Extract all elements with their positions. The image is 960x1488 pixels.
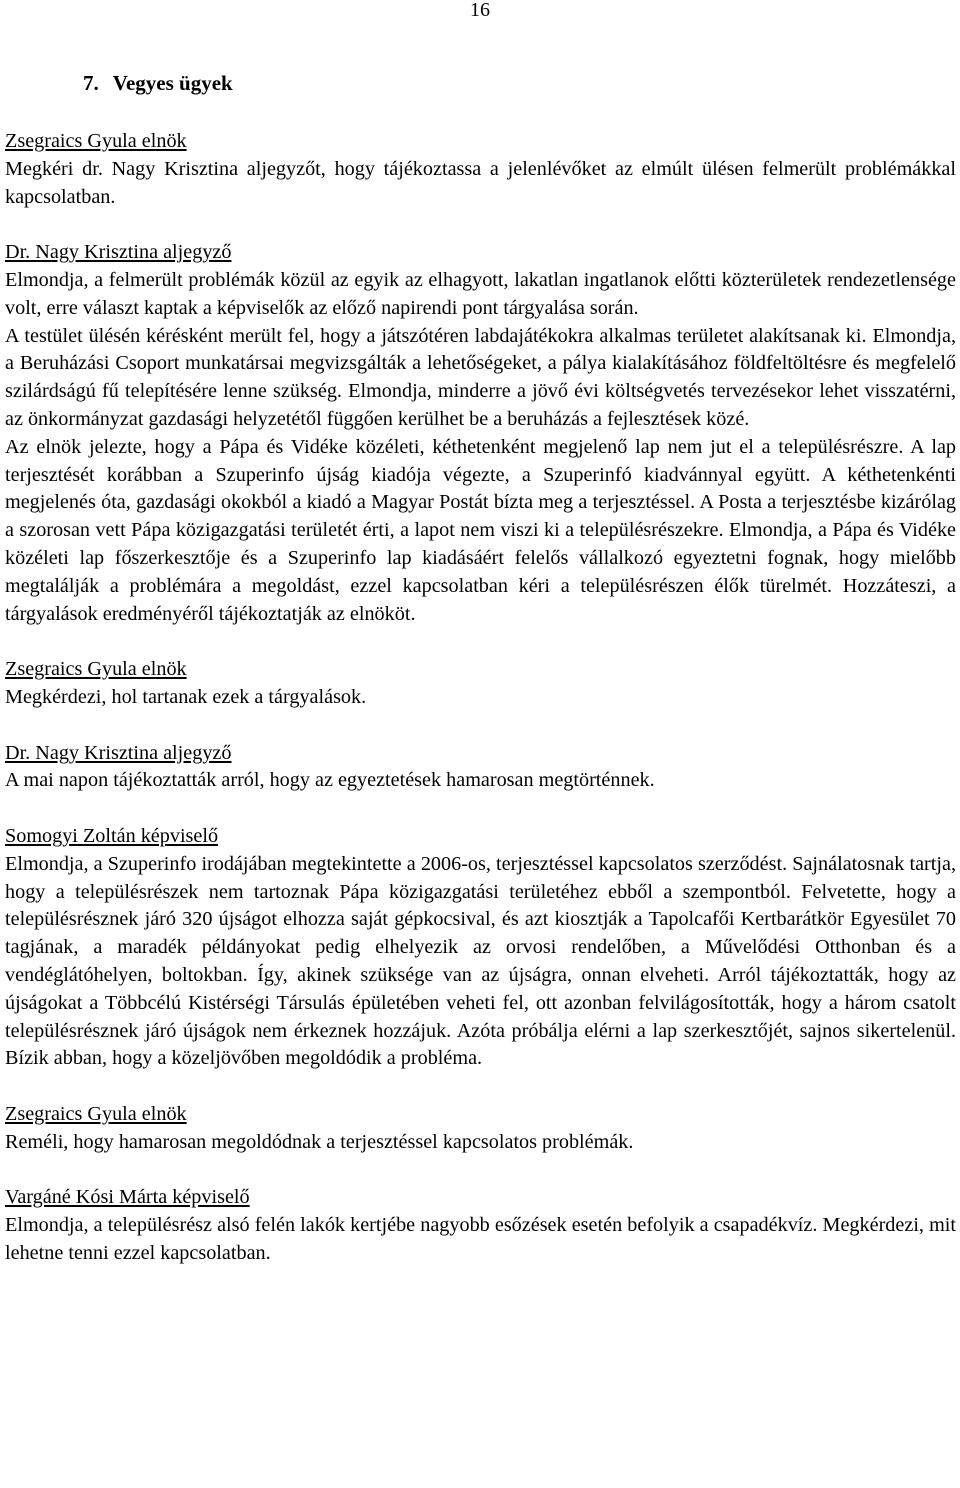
speech-block [5, 1101, 956, 1157]
speech-block [5, 1184, 956, 1267]
speech-paragraph: Az elnök jelezte, hogy a Pápa és Vidéke közéleti, kéthetenként megjelenő lap nem jut el a településrészre. A lap terjesztését korábban a Szuperinfo újság kiadója végezte, a Szuperinfó kiadvánnyal együtt. A kéthetenkénti megjelenés óta, gazdasági okokból a kiadó a Magyar Postát bízta meg a terjesztéssel. A Posta a terjesztésbe kizárólag a szorosan vett Pápa közigazgatási területét érti, a lapot nem viszi ki a településrészekre. Elmondja, a Pápa és Vidéke közéleti lap főszerkesztője és a Szuperinfo lap kiadásáért felelős vállalkozó egyeztetni fognak, hogy mielőbb megtalálják a problémára a megoldást, ezzel kapcsolatban kéri a településrészen élők türelmét. Hozzáteszi, a tárgyalások eredményéről tájékoztatják az elnököt. [5, 435, 956, 625]
section-heading [83, 70, 233, 96]
speaker-name: Vargáné Kósi Márta képviselő [5, 1186, 250, 1209]
speech-paragraph: Megkéri dr. Nagy Krisztina aljegyzőt, hogy tájékoztassa a jelenlévőket az elmúlt ülésen felmerült problémákkal kapcsolatban. [5, 157, 956, 208]
section-number: 7. [83, 71, 99, 95]
speaker-name: Dr. Nagy Krisztina aljegyző [5, 241, 232, 264]
speech-block [5, 239, 956, 628]
speech-paragraph: A testület ülésén kérésként merült fel, hogy a játszótéren labdajátékokra alkalmas területet alakítsanak ki. Elmondja, a Beruházási Csoport munkatársai megvizsgálták a lehetőségeket, a pálya kialakításához földfeltöltésre és megfelelő szilárdságú fű telepítésére lenne szükség. Elmondja, minderre a jövő évi költségvetés tervezésekor lehet visszatérni, az önkormányzat gazdasági helyzetétől függően kerülhet be a beruházás a fejlesztések közé. [5, 324, 956, 430]
speech-block [5, 656, 956, 712]
speaker-name: Somogyi Zoltán képviselő [5, 824, 219, 847]
section-title: Vegyes ügyek [112, 71, 233, 95]
speech-paragraph: Reméli, hogy hamarosan megoldódnak a terjesztéssel kapcsolatos problémák. [5, 1130, 634, 1153]
speech-block [5, 128, 956, 211]
speaker-name: Zsegraics Gyula elnök [5, 658, 187, 681]
speech-paragraph: Elmondja, a Szuperinfo irodájában megtekintette a 2006-os, terjesztéssel kapcsolatos szerződést. Sajnálatosnak tartja, hogy a településrészek nem tartoznak Pápa közigazgatási területéhez ebből a szempontból. Felvetette, hogy a településrésznek járó 320 újságot elhozza saját gépkocsival, és azt kiosztják a Tapolcafői Kertbarátkör Egyesület 70 tagjának, a maradék példányokat pedig elhelyezik az orvosi rendelőben, a Művelődési Otthonban és a vendéglátóhelyen, boltokban. Így, akinek szüksége van az újságra, onnan elveheti. Arról tájékoztatták, hogy az újságokat a Többcélú Kistérségi Társulás épületében veheti fel, ott azonban felvilágosították, hogy a három csatolt településrésznek járó újságok nem érkeznek hozzájuk. Azóta próbálja elérni a lap szerkesztőjét, sajnos sikertelenül. Bízik abban, hogy a közeljövőben megoldódik a probléma. [5, 852, 956, 1070]
speaker-name: Dr. Nagy Krisztina aljegyző [5, 741, 232, 764]
speech-paragraph: Megkérdezi, hol tartanak ezek a tárgyalások. [5, 685, 367, 708]
speech-paragraph: Elmondja, a felmerült problémák közül az egyik az elhagyott, lakatlan ingatlanok előtti közterületek rendezetlensége volt, erre választ kaptak a képviselők az előző napirendi pont tárgyalása során. [5, 268, 956, 319]
speech-paragraph: A mai napon tájékoztatták arról, hogy az egyeztetések hamarosan megtörténnek. [5, 769, 655, 792]
speaker-name: Zsegraics Gyula elnök [5, 1102, 187, 1125]
page-number: 16 [470, 0, 490, 21]
speech-block [5, 740, 956, 796]
speech-paragraph: Elmondja, a településrész alsó felén lakók kertjébe nagyobb esőzések esetén befolyik a csapadékvíz. Megkérdezi, mit lehetne tenni ezzel kapcsolatban. [5, 1214, 956, 1264]
minutes-content [5, 128, 956, 1295]
speaker-name: Zsegraics Gyula elnök [5, 130, 187, 152]
speech-block [5, 823, 956, 1073]
